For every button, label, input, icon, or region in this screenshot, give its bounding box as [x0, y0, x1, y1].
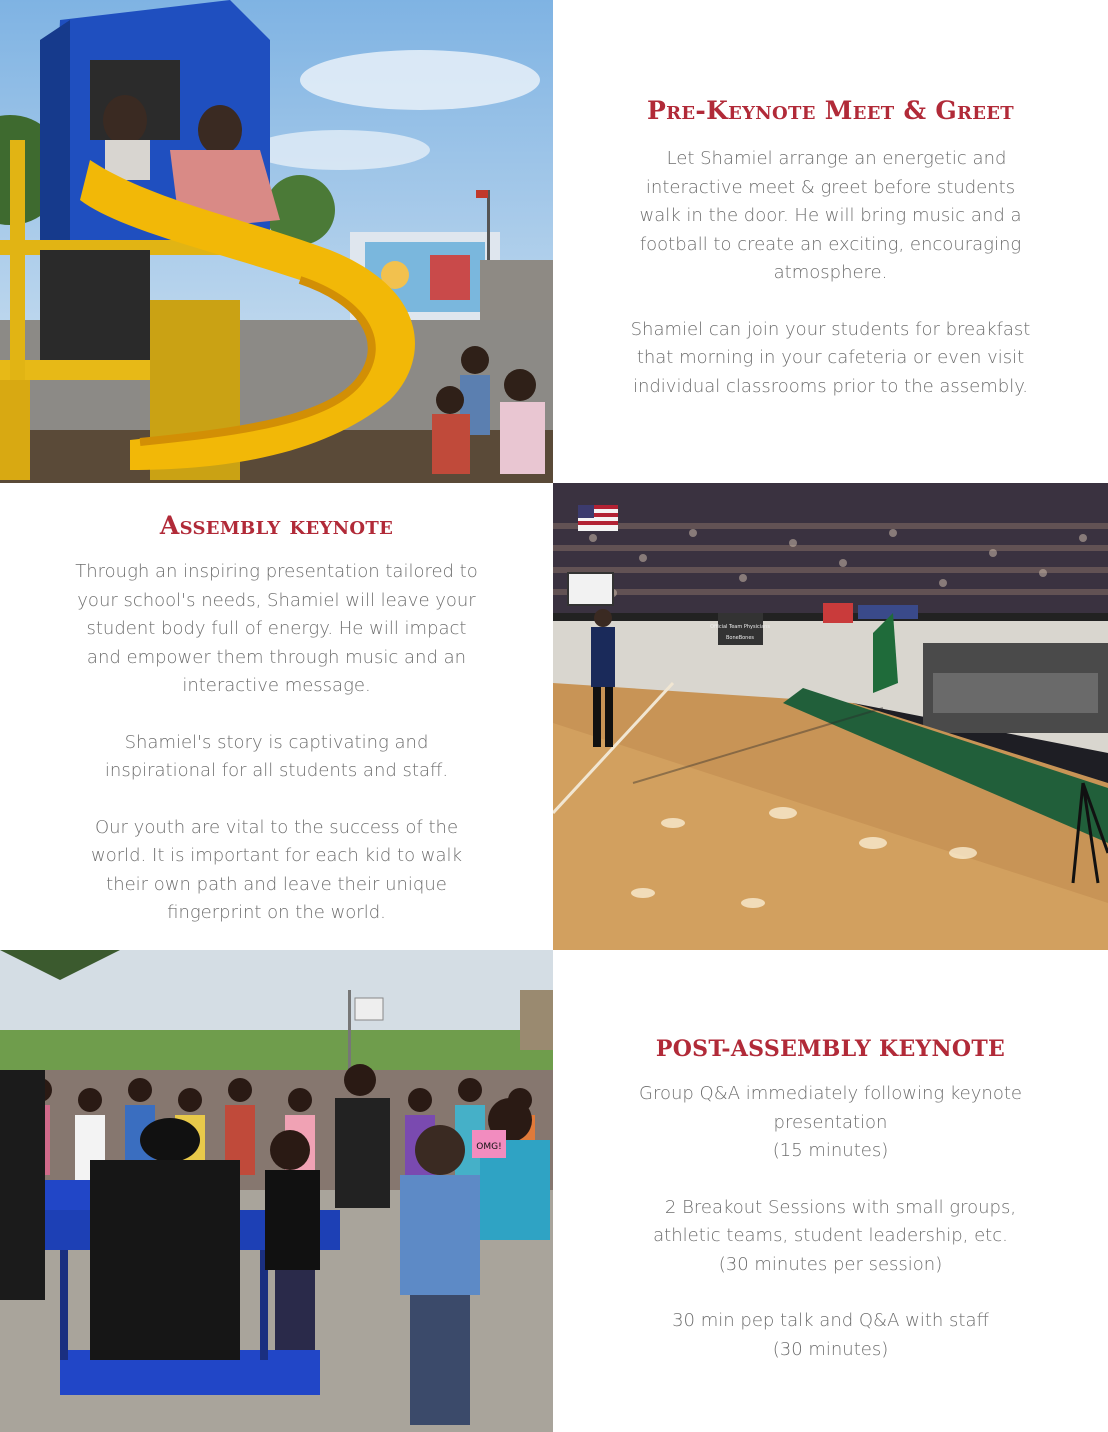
text-line: 30 min pep talk and Q&A with staff — [672, 1310, 989, 1331]
text-line: atmosphere. — [773, 262, 888, 283]
text-line: Group Q&A immediately following keynote — [639, 1083, 1022, 1104]
assembly-paragraph-1 — [0, 558, 553, 701]
text-line: that morning in your cafeteria or even visit — [636, 347, 1025, 368]
text-line: individual classrooms prior to the assembly. — [632, 375, 1029, 397]
pre-keynote-title: Pre-Keynote Meet & Greet — [647, 96, 1014, 125]
text-line: their own path and leave their unique — [106, 873, 447, 895]
gym-banner-2: BoneBones — [725, 635, 755, 641]
photo-playground-slide — [0, 0, 553, 483]
assembly-paragraph-3 — [0, 814, 553, 928]
text-line: football to create an exciting, encouraging — [639, 233, 1022, 255]
text-line: student body full of energy. He will impact — [86, 618, 467, 639]
text-line: Shamiel can join your students for breakfast — [630, 318, 1031, 340]
pre-keynote-paragraph-1 — [553, 145, 1108, 288]
post-assembly-title: POST-ASSEMBLY KEYNOTE — [655, 1036, 1006, 1062]
pre-keynote-paragraph-2 — [553, 316, 1108, 402]
text-line: walk in the door. He will bring music and a — [639, 205, 1022, 226]
pre-keynote-section — [553, 0, 1108, 483]
text-line: interactive message. — [182, 675, 371, 696]
post-assembly-section — [553, 950, 1108, 1432]
text-line: (30 minutes per session) — [718, 1253, 943, 1275]
text-line: fingerprint on the world. — [167, 902, 386, 923]
shirt-text: OMG! — [476, 1142, 502, 1152]
text-line: (15 minutes) — [772, 1140, 889, 1161]
text-line: your school's needs, Shamiel will leave your — [77, 589, 476, 611]
post-assembly-paragraph-2 — [553, 1194, 1108, 1280]
assembly-keynote-title: Assembly keynote — [159, 511, 394, 540]
assembly-paragraph-2 — [0, 729, 553, 786]
text-line: 2 Breakout Sessions with small groups, — [664, 1196, 1017, 1218]
assembly-keynote-section — [0, 483, 553, 950]
text-line: Shamiel's story is captivating and — [124, 731, 429, 753]
text-line: Let Shamiel arrange an energetic and — [666, 148, 1007, 169]
text-line: Through an inspiring presentation tailored to — [75, 561, 478, 582]
text-line: presentation — [773, 1111, 888, 1133]
text-line: and empower them through music and an — [86, 646, 467, 668]
gym-banner-1: Official Team Physicians — [710, 624, 770, 630]
text-line: athletic teams, student leadership, etc. — [653, 1225, 1008, 1246]
text-line: interactive meet & greet before students — [645, 176, 1016, 198]
photo-gymnasium — [553, 483, 1108, 950]
post-assembly-paragraph-1 — [553, 1080, 1108, 1166]
photo-outdoor-students — [0, 950, 553, 1432]
text-line: (30 minutes) — [772, 1338, 889, 1360]
text-line: Our youth are vital to the success of the — [94, 816, 459, 838]
text-line: world. It is important for each kid to walk — [91, 845, 462, 866]
post-assembly-paragraph-3 — [553, 1307, 1108, 1364]
text-line: inspirational for all students and staff. — [104, 760, 449, 781]
